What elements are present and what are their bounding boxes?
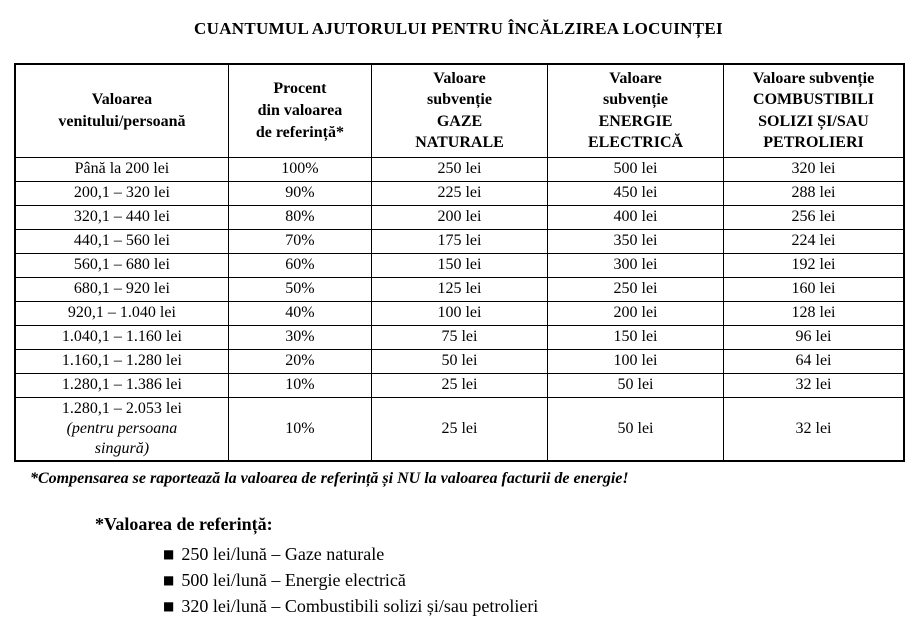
page-title: CUANTUMUL AJUTORULUI PENTRU ÎNCĂLZIREA LOCUINȚEI <box>194 19 723 38</box>
column-header-income <box>15 64 228 157</box>
gas-subsidy-cell: 50 lei <box>371 349 547 373</box>
header-line: din valoarea <box>257 101 343 119</box>
income-range-cell: 560,1 – 680 lei <box>15 253 228 277</box>
solid-fuel-subsidy-cell: 320 lei <box>724 157 904 181</box>
gas-subsidy-cell: 75 lei <box>371 325 547 349</box>
income-note: (pentru persoana singură) <box>66 419 178 457</box>
table-row <box>15 325 904 349</box>
gas-subsidy-cell: 25 lei <box>371 373 547 397</box>
table-header-row <box>15 64 904 157</box>
gas-subsidy-cell: 225 lei <box>371 181 547 205</box>
percent-cell: 40% <box>228 301 371 325</box>
income-range-cell: 1.160,1 – 1.280 lei <box>15 349 228 373</box>
solid-fuel-subsidy-cell: 224 lei <box>724 229 904 253</box>
table-row <box>15 157 904 181</box>
column-header-solid <box>724 64 904 157</box>
column-header-gas <box>371 64 547 157</box>
electric-subsidy-cell: 350 lei <box>548 229 724 253</box>
electric-subsidy-cell: 100 lei <box>548 349 724 373</box>
header-line: GAZE <box>436 112 483 130</box>
electric-subsidy-cell: 150 lei <box>548 325 724 349</box>
percent-cell: 80% <box>228 205 371 229</box>
header-line: NATURALE <box>415 134 504 152</box>
income-range-cell: 1.280,1 – 1.386 lei <box>15 373 228 397</box>
income-range-cell: 1.040,1 – 1.160 lei <box>15 325 228 349</box>
square-bullet-icon: ■ <box>163 598 175 613</box>
table-row <box>15 397 904 461</box>
header-line: PETROLIERI <box>763 134 864 152</box>
reference-item <box>163 567 917 593</box>
solid-fuel-subsidy-cell: 256 lei <box>724 205 904 229</box>
reference-item <box>163 541 917 567</box>
header-line: ELECTRICĂ <box>587 134 684 152</box>
solid-fuel-subsidy-cell: 160 lei <box>724 277 904 301</box>
gas-subsidy-cell: 100 lei <box>371 301 547 325</box>
subsidy-table <box>14 63 905 462</box>
header-line: Procent <box>273 80 327 98</box>
electric-subsidy-cell: 50 lei <box>548 373 724 397</box>
table-row <box>15 181 904 205</box>
table-row <box>15 373 904 397</box>
gas-subsidy-cell: 125 lei <box>371 277 547 301</box>
table-body <box>15 157 904 461</box>
gas-subsidy-cell: 250 lei <box>371 157 547 181</box>
square-bullet-icon: ■ <box>163 546 175 561</box>
header-line: de referință* <box>255 123 344 141</box>
percent-cell: 70% <box>228 229 371 253</box>
table-row <box>15 349 904 373</box>
percent-cell: 100% <box>228 157 371 181</box>
percent-cell: 20% <box>228 349 371 373</box>
income-range: 1.280,1 – 2.053 lei <box>61 399 182 417</box>
income-range-cell: Până la 200 lei <box>15 157 228 181</box>
electric-subsidy-cell: 500 lei <box>548 157 724 181</box>
header-line: venitului/persoană <box>58 112 186 130</box>
header-line: subvenție <box>427 91 492 109</box>
gas-subsidy-cell: 175 lei <box>371 229 547 253</box>
percent-cell: 30% <box>228 325 371 349</box>
solid-fuel-subsidy-cell: 192 lei <box>724 253 904 277</box>
gas-subsidy-cell: 25 lei <box>371 397 547 461</box>
solid-fuel-subsidy-cell: 96 lei <box>724 325 904 349</box>
solid-fuel-subsidy-cell: 32 lei <box>724 397 904 461</box>
table-row <box>15 229 904 253</box>
reference-values-heading: *Valoarea de referință: <box>95 513 273 534</box>
percent-cell: 90% <box>228 181 371 205</box>
reference-item <box>163 593 917 619</box>
income-range-cell: 440,1 – 560 lei <box>15 229 228 253</box>
solid-fuel-subsidy-cell: 64 lei <box>724 349 904 373</box>
income-range-cell <box>15 397 228 461</box>
income-range-cell: 920,1 – 1.040 lei <box>15 301 228 325</box>
table-head <box>15 64 904 157</box>
reference-item-text: 250 lei/lună – Gaze naturale <box>181 543 385 564</box>
solid-fuel-subsidy-cell: 288 lei <box>724 181 904 205</box>
header-line: Valoarea <box>91 91 153 109</box>
column-header-electric <box>548 64 724 157</box>
square-bullet-icon: ■ <box>163 572 175 587</box>
electric-subsidy-cell: 50 lei <box>548 397 724 461</box>
electric-subsidy-cell: 400 lei <box>548 205 724 229</box>
table-row <box>15 301 904 325</box>
percent-cell: 10% <box>228 397 371 461</box>
column-header-percent <box>228 64 371 157</box>
income-range-cell: 320,1 – 440 lei <box>15 205 228 229</box>
table-row <box>15 277 904 301</box>
reference-item-text: 500 lei/lună – Energie electrică <box>181 569 406 590</box>
solid-fuel-subsidy-cell: 128 lei <box>724 301 904 325</box>
header-line: subvenție <box>603 91 668 109</box>
gas-subsidy-cell: 200 lei <box>371 205 547 229</box>
table-row <box>15 205 904 229</box>
reference-item-text: 320 lei/lună – Combustibili solizi și/sau petrolieri <box>181 595 539 616</box>
income-range-cell: 680,1 – 920 lei <box>15 277 228 301</box>
percent-cell: 60% <box>228 253 371 277</box>
electric-subsidy-cell: 450 lei <box>548 181 724 205</box>
electric-subsidy-cell: 200 lei <box>548 301 724 325</box>
header-line: ENERGIE <box>598 112 673 130</box>
electric-subsidy-cell: 250 lei <box>548 277 724 301</box>
header-line: COMBUSTIBILI <box>753 91 874 109</box>
reference-list <box>163 541 917 619</box>
percent-cell: 50% <box>228 277 371 301</box>
compensation-footnote: *Compensarea se raportează la valoarea de referință și NU la valoarea facturii de energie! <box>30 469 629 487</box>
header-line: Valoare <box>609 69 662 87</box>
header-line: Valoare subvenție <box>752 69 875 87</box>
percent-cell: 10% <box>228 373 371 397</box>
solid-fuel-subsidy-cell: 32 lei <box>724 373 904 397</box>
gas-subsidy-cell: 150 lei <box>371 253 547 277</box>
income-range-cell: 200,1 – 320 lei <box>15 181 228 205</box>
header-line: SOLIZI ȘI/SAU <box>758 112 869 130</box>
electric-subsidy-cell: 300 lei <box>548 253 724 277</box>
table-row <box>15 253 904 277</box>
header-line: Valoare <box>433 69 486 87</box>
